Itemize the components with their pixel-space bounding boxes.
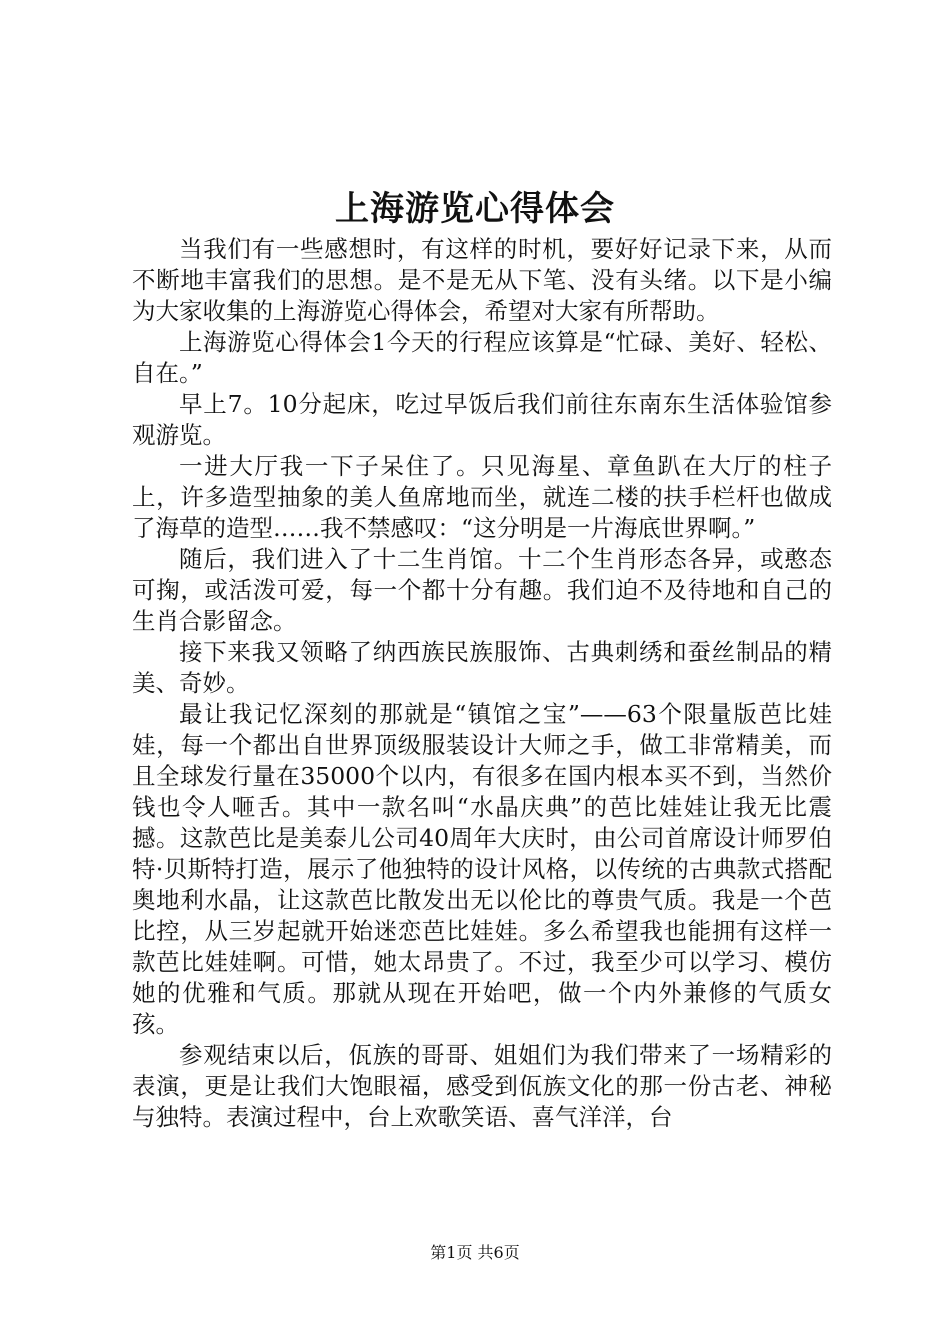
document-body [132,234,832,1133]
paragraph-intro: 当我们有一些感想时，有这样的时机，要好好记录下来，从而不断地丰富我们的思想。是不是无从下笔、没有头绪。以下是小编为大家收集的上海游览心得体会，希望对大家有所帮助。 [132,235,832,325]
paragraph-barbie: 最让我记忆深刻的那就是“镇馆之宝”——63个限量版芭比娃娃，每一个都出自世界顶级服装设计大师之手，做工非常精美，而且全球发行量在35000个以内，有很多在国内根本买不到，当然价钱也令人咂舌。其中一款名叫“水晶庆典”的芭比娃娃让我无比震撼。这款芭比是美泰儿公司40周年大庆时，由公司首席设计师罗伯特·贝斯特打造，展示了他独特的设计风格，以传统的古典款式搭配奥地利水晶，让这款芭比散发出无以伦比的尊贵气质。我是一个芭比控，从三岁起就开始迷恋芭比娃娃。多么希望我也能拥有这样一款芭比娃娃啊。可惜，她太昂贵了。不过，我至少可以学习、模仿她的优雅和气质。那就从现在开始吧，做一个内外兼修的气质女孩。 [132,700,832,1038]
document-title: 上海游览心得体会 [335,189,615,229]
paragraph-section-1-opening: 上海游览心得体会1今天的行程应该算是“忙碌、美好、轻松、自在。” [132,328,832,387]
page-number-footer: 第1页 共6页 [430,1243,520,1262]
paragraph-hall: 一进大厅我一下子呆住了。只见海星、章鱼趴在大厅的柱子上，许多造型抽象的美人鱼席地而坐，就连二楼的扶手栏杆也做成了海草的造型……我不禁感叹：“这分明是一片海底世界啊。” [132,452,832,542]
paragraph-naxi-costume: 接下来我又领略了纳西族民族服饰、古典刺绣和蚕丝制品的精美、奇妙。 [132,638,832,697]
paragraph-zodiac-hall: 随后，我们进入了十二生肖馆。十二个生肖形态各异，或憨态可掬，或活泼可爱，每一个都十分有趣。我们迫不及待地和自己的生肖合影留念。 [132,545,832,635]
paragraph-morning: 早上7。10分起床，吃过早饭后我们前往东南东生活体验馆参观游览。 [132,390,832,449]
paragraph-performance: 参观结束以后，佤族的哥哥、姐姐们为我们带来了一场精彩的表演，更是让我们大饱眼福，感受到佤族文化的那一份古老、神秘与独特。表演过程中，台上欢歌笑语、喜气洋洋，台 [132,1041,832,1131]
